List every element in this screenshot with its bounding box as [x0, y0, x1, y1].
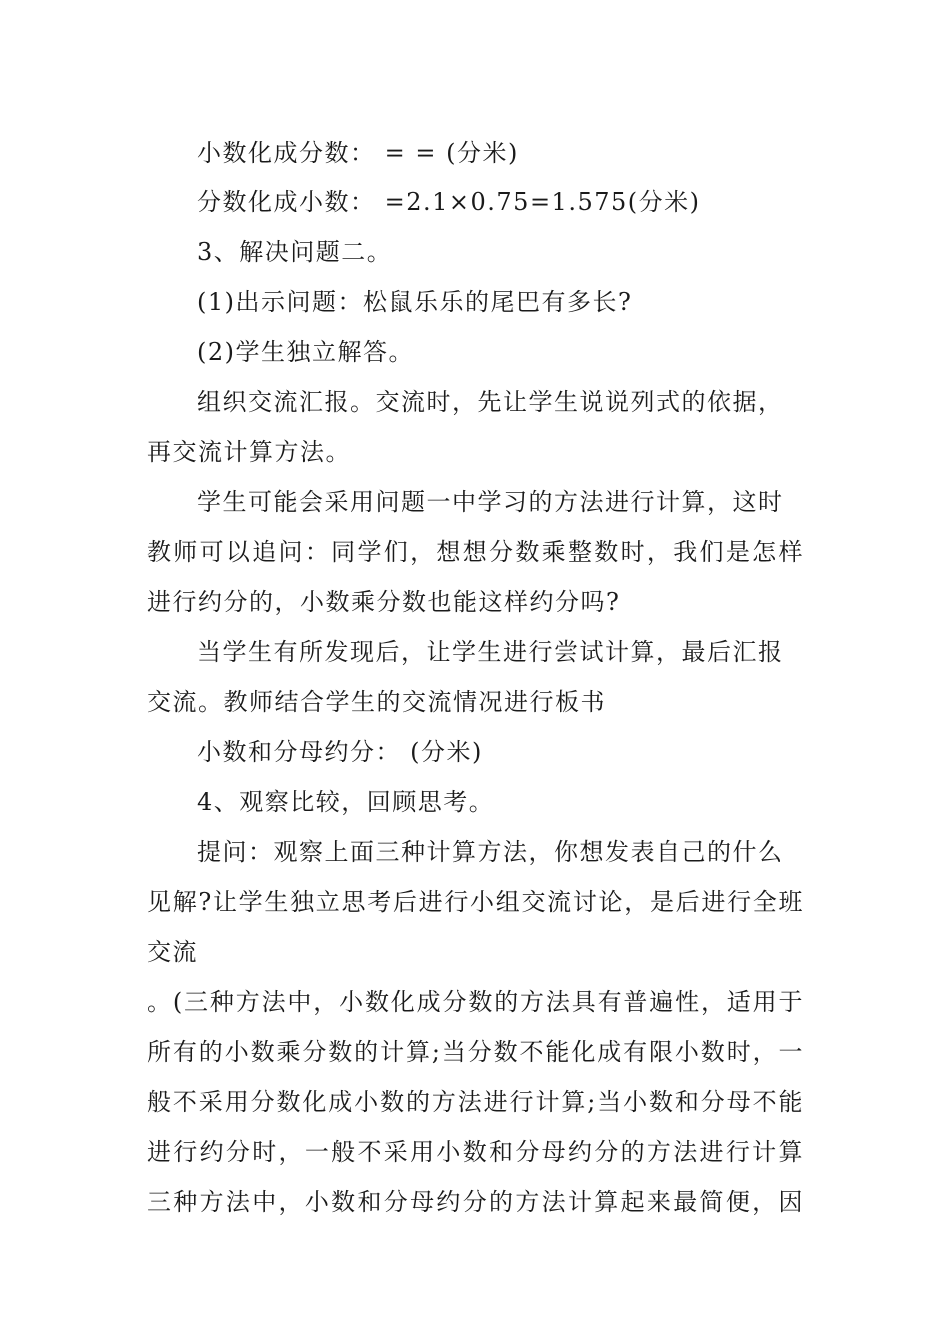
paragraph-line: 进行约分的，小数乘分数也能这样约分吗?	[147, 588, 621, 616]
paragraph-line: 般不采用分数化成小数的方法进行计算;当小数和分母不能	[147, 1088, 804, 1116]
paragraph-line: 见解?让学生独立思考后进行小组交流讨论，是后进行全班	[147, 888, 804, 916]
paragraph-line: 。(三种方法中，小数化成分数的方法具有普遍性，适用于	[147, 988, 804, 1016]
paragraph-line: 提问：观察上面三种计算方法，你想发表自己的什么	[197, 838, 784, 866]
paragraph-line: 小数化成分数： = = (分米)	[197, 139, 519, 167]
paragraph-line: (1)出示问题：松鼠乐乐的尾巴有多长?	[197, 288, 633, 316]
paragraph-line: 所有的小数乘分数的计算;当分数不能化成有限小数时，一	[147, 1038, 804, 1066]
paragraph-line: 学生可能会采用问题一中学习的方法进行计算，这时	[197, 488, 784, 516]
paragraph-line: 三种方法中，小数和分母约分的方法计算起来最简便，因	[147, 1188, 804, 1216]
paragraph-line: 交流。教师结合学生的交流情况进行板书	[147, 688, 606, 716]
paragraph-line: 分数化成小数： =2.1×0.75=1.575(分米)	[197, 188, 701, 216]
paragraph-line: 再交流计算方法。	[147, 438, 351, 466]
section-heading: 3、解决问题二。	[197, 238, 393, 266]
paragraph-line: 交流	[147, 938, 198, 966]
section-heading: 4、观察比较，回顾思考。	[197, 788, 495, 816]
paragraph-line: 进行约分时，一般不采用小数和分母约分的方法进行计算	[147, 1138, 804, 1166]
paragraph-line: 组织交流汇报。交流时，先让学生说说列式的依据，	[197, 388, 784, 416]
paragraph-line: 当学生有所发现后，让学生进行尝试计算，最后汇报	[197, 638, 784, 666]
paragraph-line: 教师可以追问：同学们，想想分数乘整数时，我们是怎样	[147, 538, 804, 566]
paragraph-line: 小数和分母约分： (分米)	[197, 738, 483, 766]
paragraph-line: (2)学生独立解答。	[197, 338, 414, 366]
